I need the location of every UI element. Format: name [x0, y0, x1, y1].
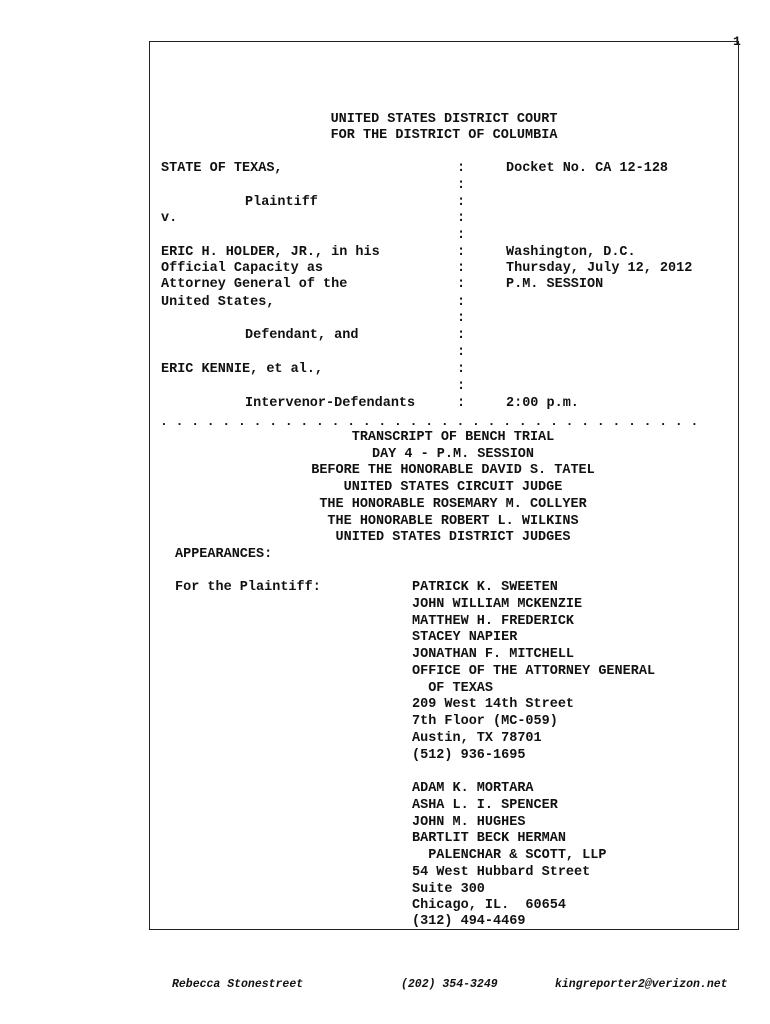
defendant-role: Defendant, and — [245, 328, 359, 343]
defendant-line: Official Capacity as — [161, 261, 324, 276]
hearing-location: Washington, D.C. — [506, 245, 636, 260]
counsel-line: ASHA L. I. SPENCER — [412, 798, 558, 813]
hearing-date: Thursday, July 12, 2012 — [506, 261, 693, 276]
judge-line: UNITED STATES CIRCUIT JUDGE — [343, 480, 563, 495]
judge-line: UNITED STATES DISTRICT JUDGES — [335, 530, 571, 545]
judge-line: THE HONORABLE ROBERT L. WILKINS — [327, 514, 579, 529]
plaintiff-name: STATE OF TEXAS, — [161, 161, 283, 176]
caption-colon: : — [457, 295, 466, 310]
counsel-line: Suite 300 — [412, 882, 485, 897]
plaintiff-counsel-label: For the Plaintiff: — [175, 580, 321, 595]
counsel-line: JOHN M. HUGHES — [412, 815, 526, 830]
defendant-line: Attorney General of the — [161, 277, 348, 292]
caption-colon: : — [457, 396, 466, 411]
caption-colon: : — [457, 277, 466, 292]
defendant-line: United States, — [161, 295, 275, 310]
plaintiff-role: Plaintiff — [245, 195, 318, 210]
judge-line: BEFORE THE HONORABLE DAVID S. TATEL — [311, 463, 595, 478]
counsel-line: (312) 494-4469 — [412, 914, 526, 929]
caption-colon: : — [457, 261, 466, 276]
defendant-line: ERIC H. HOLDER, JR., in his — [161, 245, 380, 260]
counsel-line: 54 West Hubbard Street — [412, 865, 591, 880]
caption-colon: : — [457, 245, 466, 260]
appearances-heading: APPEARANCES: — [175, 547, 273, 562]
docket-number: Docket No. CA 12-128 — [506, 161, 669, 176]
intervenor-role: Intervenor-Defendants — [245, 396, 416, 411]
caption-colon: : — [457, 195, 466, 210]
counsel-line: Austin, TX 78701 — [412, 731, 542, 746]
caption-colon: : — [457, 311, 466, 326]
caption-colon: : — [457, 161, 466, 176]
counsel-line: 7th Floor (MC-059) — [412, 714, 558, 729]
caption-colon: : — [457, 228, 466, 243]
caption-separator: . . . . . . . . . . . . . . . . . . . . . . . . . . . . . . . . . . . — [160, 414, 699, 429]
counsel-line: STACEY NAPIER — [412, 630, 518, 645]
counsel-line: JOHN WILLIAM MCKENZIE — [412, 597, 583, 612]
judge-line: THE HONORABLE ROSEMARY M. COLLYER — [319, 497, 587, 512]
page-number: 1 — [733, 34, 741, 49]
reporter-name: Rebecca Stonestreet — [172, 978, 304, 991]
counsel-line: PALENCHAR & SCOTT, LLP — [412, 848, 607, 863]
court-name: UNITED STATES DISTRICT COURT — [330, 112, 558, 127]
versus: v. — [161, 211, 178, 226]
counsel-line: JONATHAN F. MITCHELL — [412, 647, 575, 662]
caption-colon: : — [457, 362, 466, 377]
caption-colon: : — [457, 178, 466, 193]
counsel-line: 209 West 14th Street — [412, 697, 575, 712]
intervenor-name: ERIC KENNIE, et al., — [161, 362, 324, 377]
counsel-line: PATRICK K. SWEETEN — [412, 580, 558, 595]
reporter-email: kingreporter2@verizon.net — [555, 978, 728, 991]
caption-colon: : — [457, 379, 466, 394]
counsel-line: MATTHEW H. FREDERICK — [412, 614, 575, 629]
caption-colon: : — [457, 345, 466, 360]
counsel-line: Chicago, IL. 60654 — [412, 898, 566, 913]
hearing-time: 2:00 p.m. — [506, 396, 579, 411]
court-district: FOR THE DISTRICT OF COLUMBIA — [330, 128, 558, 143]
transcript-title: TRANSCRIPT OF BENCH TRIAL — [351, 430, 555, 445]
counsel-line: (512) 936-1695 — [412, 748, 526, 763]
reporter-phone: (202) 354-3249 — [401, 978, 498, 991]
session-label: P.M. SESSION — [506, 277, 604, 292]
caption-colon: : — [457, 328, 466, 343]
counsel-line: ADAM K. MORTARA — [412, 781, 534, 796]
caption-colon: : — [457, 211, 466, 226]
counsel-line: OF TEXAS — [412, 681, 494, 696]
counsel-line: OFFICE OF THE ATTORNEY GENERAL — [412, 664, 656, 679]
session-title: DAY 4 - P.M. SESSION — [371, 447, 535, 462]
counsel-line: BARTLIT BECK HERMAN — [412, 831, 566, 846]
